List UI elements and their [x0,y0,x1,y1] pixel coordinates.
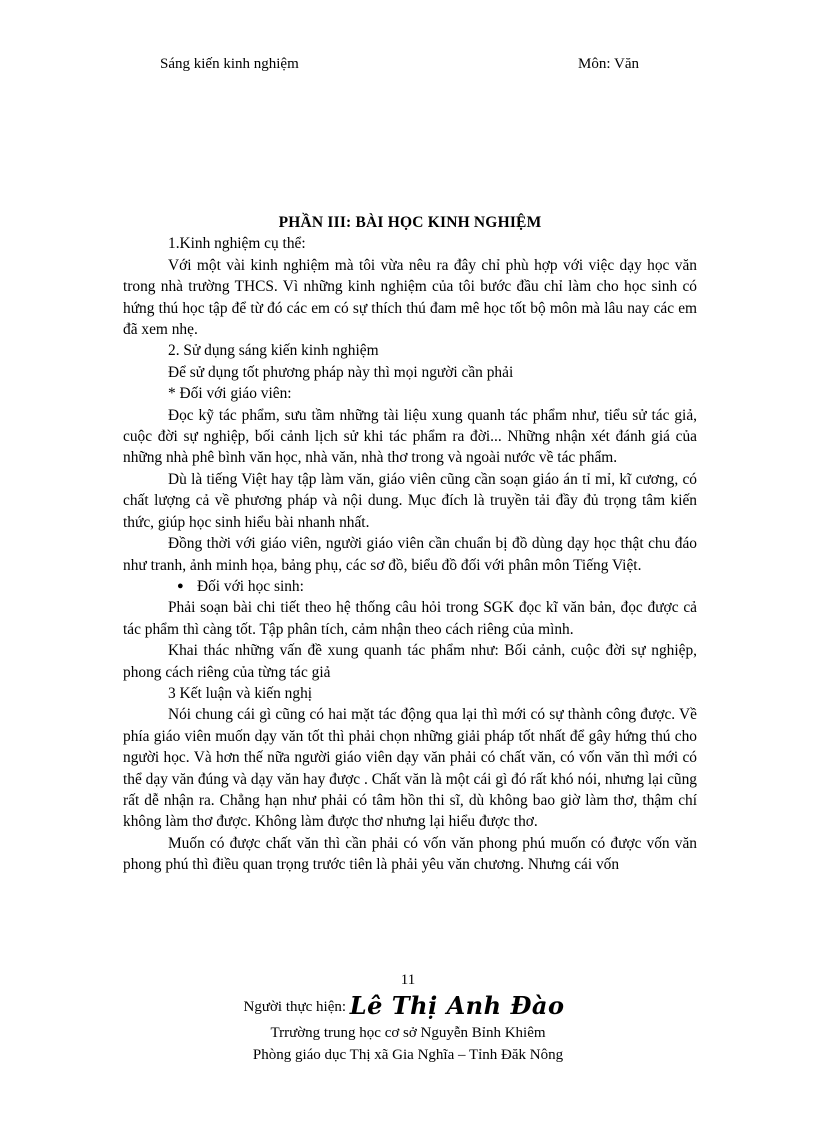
header-subject: Môn: Văn [578,56,639,72]
document-body [123,212,697,876]
school-name: Trrường trung học cơ sở Nguyễn Bỉnh Khiêm [270,1025,546,1041]
paragraph-conclusion-2: Muốn có được chất văn thì cần phải có vốn văn phong phú muốn có được vốn văn phong phú thì điều quan trọng trước tiên là phải yêu văn chương. Nhưng cái vốn [123,834,697,874]
author-label: Người thực hiện: [243,999,347,1015]
subheading-usage: 2. Sử dụng sáng kiến kinh nghiệm [168,342,379,360]
subheading-experience: 1.Kinh nghiệm cụ thể: [168,235,306,253]
page-footer [0,990,816,1066]
paragraph-teachers-2: Dù là tiếng Việt hay tập làm văn, giáo viên cũng cần soạn giáo án tỉ mỉ, kĩ cương, có chất lượng cả về phương pháp và nội dung. Mục đích là truyền tải đầy đủ trọng tâm kiến thức, giúp học sinh hiểu bài nhanh nhất. [123,470,697,531]
bullet-dot-icon: ● [177,579,184,592]
paragraph-usage-intro: Để sử dụng tốt phương pháp này thì mọi người cần phải [168,363,514,381]
author-line [0,990,816,1022]
subheading-conclusion: 3 Kết luận và kiến nghị [168,684,313,702]
subheading-students: Đối với học sinh: [197,577,304,595]
paragraph-students-2: Khai thác những vấn đề xung quanh tác phẩm như: Bối cảnh, cuộc đời sự nghiệp, phong cách riêng của từng tác giả [123,642,697,681]
paragraph-teachers-1: Đọc kỹ tác phẩm, sưu tầm những tài liệu xung quanh tác phẩm như, tiểu sử tác giả, cuộc đời sự nghiệp, bối cảnh lịch sử khi tác phẩm ra đời... Những nhận xét đánh giá của những nhà phê bình văn học, nhà văn, nhà thơ trong và ngoài nước về tác phẩm. [123,406,697,467]
author-signature: Lê Thị Anh Đào [349,991,565,1020]
department-name: Phòng giáo dục Thị xã Gia Nghĩa – Tỉnh Đăk Nông [252,1047,564,1063]
paragraph-teachers-3: Đồng thời với giáo viên, người giáo viên cần chuẩn bị đồ dùng dạy học thật chu đáo như tranh, ảnh minh họa, bảng phụ, các sơ đồ, biểu đồ đối với phân môn Tiếng Việt. [123,535,697,574]
bullet-students [123,576,697,597]
section-title: PHẦN III: BÀI HỌC KINH NGHIỆM [278,214,542,231]
paragraph-conclusion-1: Nói chung cái gì cũng có hai mặt tác động qua lại thì mới có sự thành công được. Về phía giáo viên muốn dạy văn tốt thì phải chọn những giải pháp tốt nhất để gây hứng thú cho người học. Và hơn thế nữa người giáo viên dạy văn phải có chất văn, có vốn văn thì mới có thể dạy văn đúng và dạy văn hay được . Chất văn là một cái gì đó rất khó nói, nhưng lại cũng rất dễ nhận ra. Chẳng hạn như phải có tâm hồn thi sĩ, dù không bao giờ làm thơ, thậm chí không làm thơ được. Không làm được thơ nhưng lại hiểu được thơ. [123,706,697,831]
header-left-title: Sáng kiến kinh nghiệm [160,56,299,72]
page-number: 11 [400,972,416,988]
paragraph-experience: Với một vài kinh nghiệm mà tôi vừa nêu ra đây chỉ phù hợp với việc dạy học văn trong nhà trường THCS. Vì những kinh nghiệm của tôi bước đầu chỉ làm cho học sinh có hứng thú học tập để từ đó các em có sự thích thú đam mê học tốt bộ môn mà lâu nay các em đã xem nhẹ. [123,256,697,339]
paragraph-students-1: Phải soạn bài chi tiết theo hệ thống câu hỏi trong SGK đọc kĩ văn bản, đọc được cả tác phẩm thì càng tốt. Tập phân tích, cảm nhận theo cách riêng của mình. [123,599,697,638]
subheading-teachers: * Đối với giáo viên: [168,385,292,403]
